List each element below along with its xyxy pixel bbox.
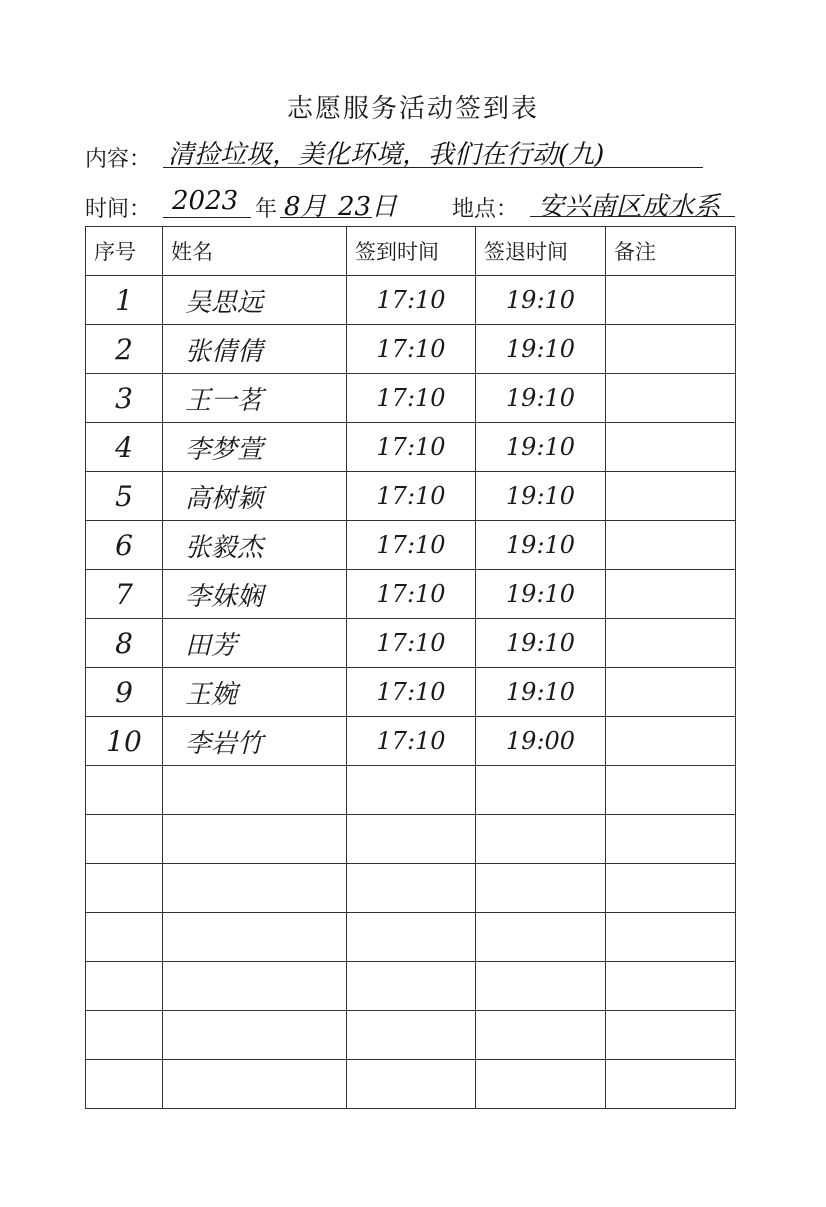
checkin-cell: 17:10 [347,472,476,521]
checkout-cell: 19:00 [476,717,606,766]
remarks-cell [606,374,736,423]
content-label: 内容： [85,147,152,172]
remarks-cell [606,913,736,962]
seq-cell [86,1060,163,1109]
header-seq: 序号 [86,227,163,276]
header-name: 姓名 [163,227,347,276]
name-cell [163,913,347,962]
place-value: 安兴南区成水系 [538,192,721,222]
table-row [86,913,736,962]
name-cell: 李妹娴 [163,570,347,619]
remarks-cell [606,619,736,668]
checkout-cell: 19:10 [476,423,606,472]
checkout-cell [476,913,606,962]
remarks-cell [606,962,736,1011]
table-row [86,325,736,374]
name-cell: 李梦萱 [163,423,347,472]
remarks-cell [606,1011,736,1060]
table-row [86,717,736,766]
day-value: 23日 [338,192,398,222]
seq-cell: 1 [86,276,163,325]
table-row [86,1011,736,1060]
seq-cell: 3 [86,374,163,423]
checkin-cell: 17:10 [347,325,476,374]
seq-cell [86,815,163,864]
checkout-cell: 19:10 [476,276,606,325]
checkout-cell: 19:10 [476,619,606,668]
checkin-cell [347,962,476,1011]
date-underline [280,217,372,218]
name-cell: 王一茗 [163,374,347,423]
checkout-cell: 19:10 [476,570,606,619]
checkout-cell: 19:10 [476,668,606,717]
name-cell [163,1011,347,1060]
remarks-cell [606,864,736,913]
header-checkout-time: 签退时间 [476,227,606,276]
table-row [86,962,736,1011]
table-row [86,668,736,717]
table-row [86,864,736,913]
seq-cell: 9 [86,668,163,717]
seq-cell [86,1011,163,1060]
year-unit: 年 [255,197,278,222]
table-row [86,276,736,325]
table-row [86,815,736,864]
name-cell [163,815,347,864]
checkin-cell [347,1011,476,1060]
seq-cell: 8 [86,619,163,668]
checkout-cell: 19:10 [476,374,606,423]
remarks-cell [606,521,736,570]
signin-table [85,226,736,1109]
checkout-cell [476,1060,606,1109]
checkout-cell [476,815,606,864]
seq-cell: 2 [86,325,163,374]
table-row [86,570,736,619]
name-cell [163,1060,347,1109]
checkin-cell: 17:10 [347,619,476,668]
checkin-cell: 17:10 [347,521,476,570]
remarks-cell [606,276,736,325]
content-value: 清捡垃圾，美化环境，我们在行动(九) [168,140,605,170]
checkin-cell [347,766,476,815]
table-row [86,423,736,472]
place-label: 地点： [452,197,519,222]
remarks-cell [606,423,736,472]
form-title: 志愿服务活动签到表 [286,94,539,124]
checkout-cell: 19:10 [476,472,606,521]
table-row [86,619,736,668]
remarks-cell [606,668,736,717]
seq-cell: 7 [86,570,163,619]
table-row [86,766,736,815]
checkin-cell: 17:10 [347,668,476,717]
year-value: 2023 [172,186,239,216]
remarks-cell [606,717,736,766]
checkout-cell [476,1011,606,1060]
checkin-cell [347,864,476,913]
checkin-cell: 17:10 [347,374,476,423]
checkout-cell: 19:10 [476,325,606,374]
seq-cell [86,962,163,1011]
name-cell: 王婉 [163,668,347,717]
checkin-cell: 17:10 [347,717,476,766]
checkout-cell [476,864,606,913]
seq-cell: 6 [86,521,163,570]
checkout-cell [476,962,606,1011]
remarks-cell [606,766,736,815]
remarks-cell [606,570,736,619]
table-row [86,521,736,570]
seq-cell [86,766,163,815]
table-header-row [86,227,736,276]
name-cell [163,962,347,1011]
year-underline [163,217,251,218]
seq-cell [86,913,163,962]
name-cell: 张倩倩 [163,325,347,374]
seq-cell [86,864,163,913]
checkin-cell: 17:10 [347,570,476,619]
remarks-cell [606,1060,736,1109]
time-label: 时间： [85,197,152,222]
checkin-cell: 17:10 [347,423,476,472]
remarks-cell [606,472,736,521]
table-row [86,472,736,521]
content-underline [163,167,703,168]
name-cell: 高树颖 [163,472,347,521]
remarks-cell [606,815,736,864]
checkin-cell [347,815,476,864]
header-remarks: 备注 [606,227,736,276]
checkout-cell [476,766,606,815]
checkout-cell: 19:10 [476,521,606,570]
name-cell [163,766,347,815]
table-row [86,1060,736,1109]
table-row [86,374,736,423]
place-underline [530,216,735,217]
remarks-cell [606,325,736,374]
name-cell: 田芳 [163,619,347,668]
header-checkin-time: 签到时间 [347,227,476,276]
seq-cell: 4 [86,423,163,472]
name-cell: 李岩竹 [163,717,347,766]
seq-cell: 5 [86,472,163,521]
seq-cell: 10 [86,717,163,766]
checkin-cell: 17:10 [347,276,476,325]
name-cell: 吴思远 [163,276,347,325]
name-cell: 张毅杰 [163,521,347,570]
checkin-cell [347,913,476,962]
checkin-cell [347,1060,476,1109]
name-cell [163,864,347,913]
month-value: 8月 [284,192,327,222]
